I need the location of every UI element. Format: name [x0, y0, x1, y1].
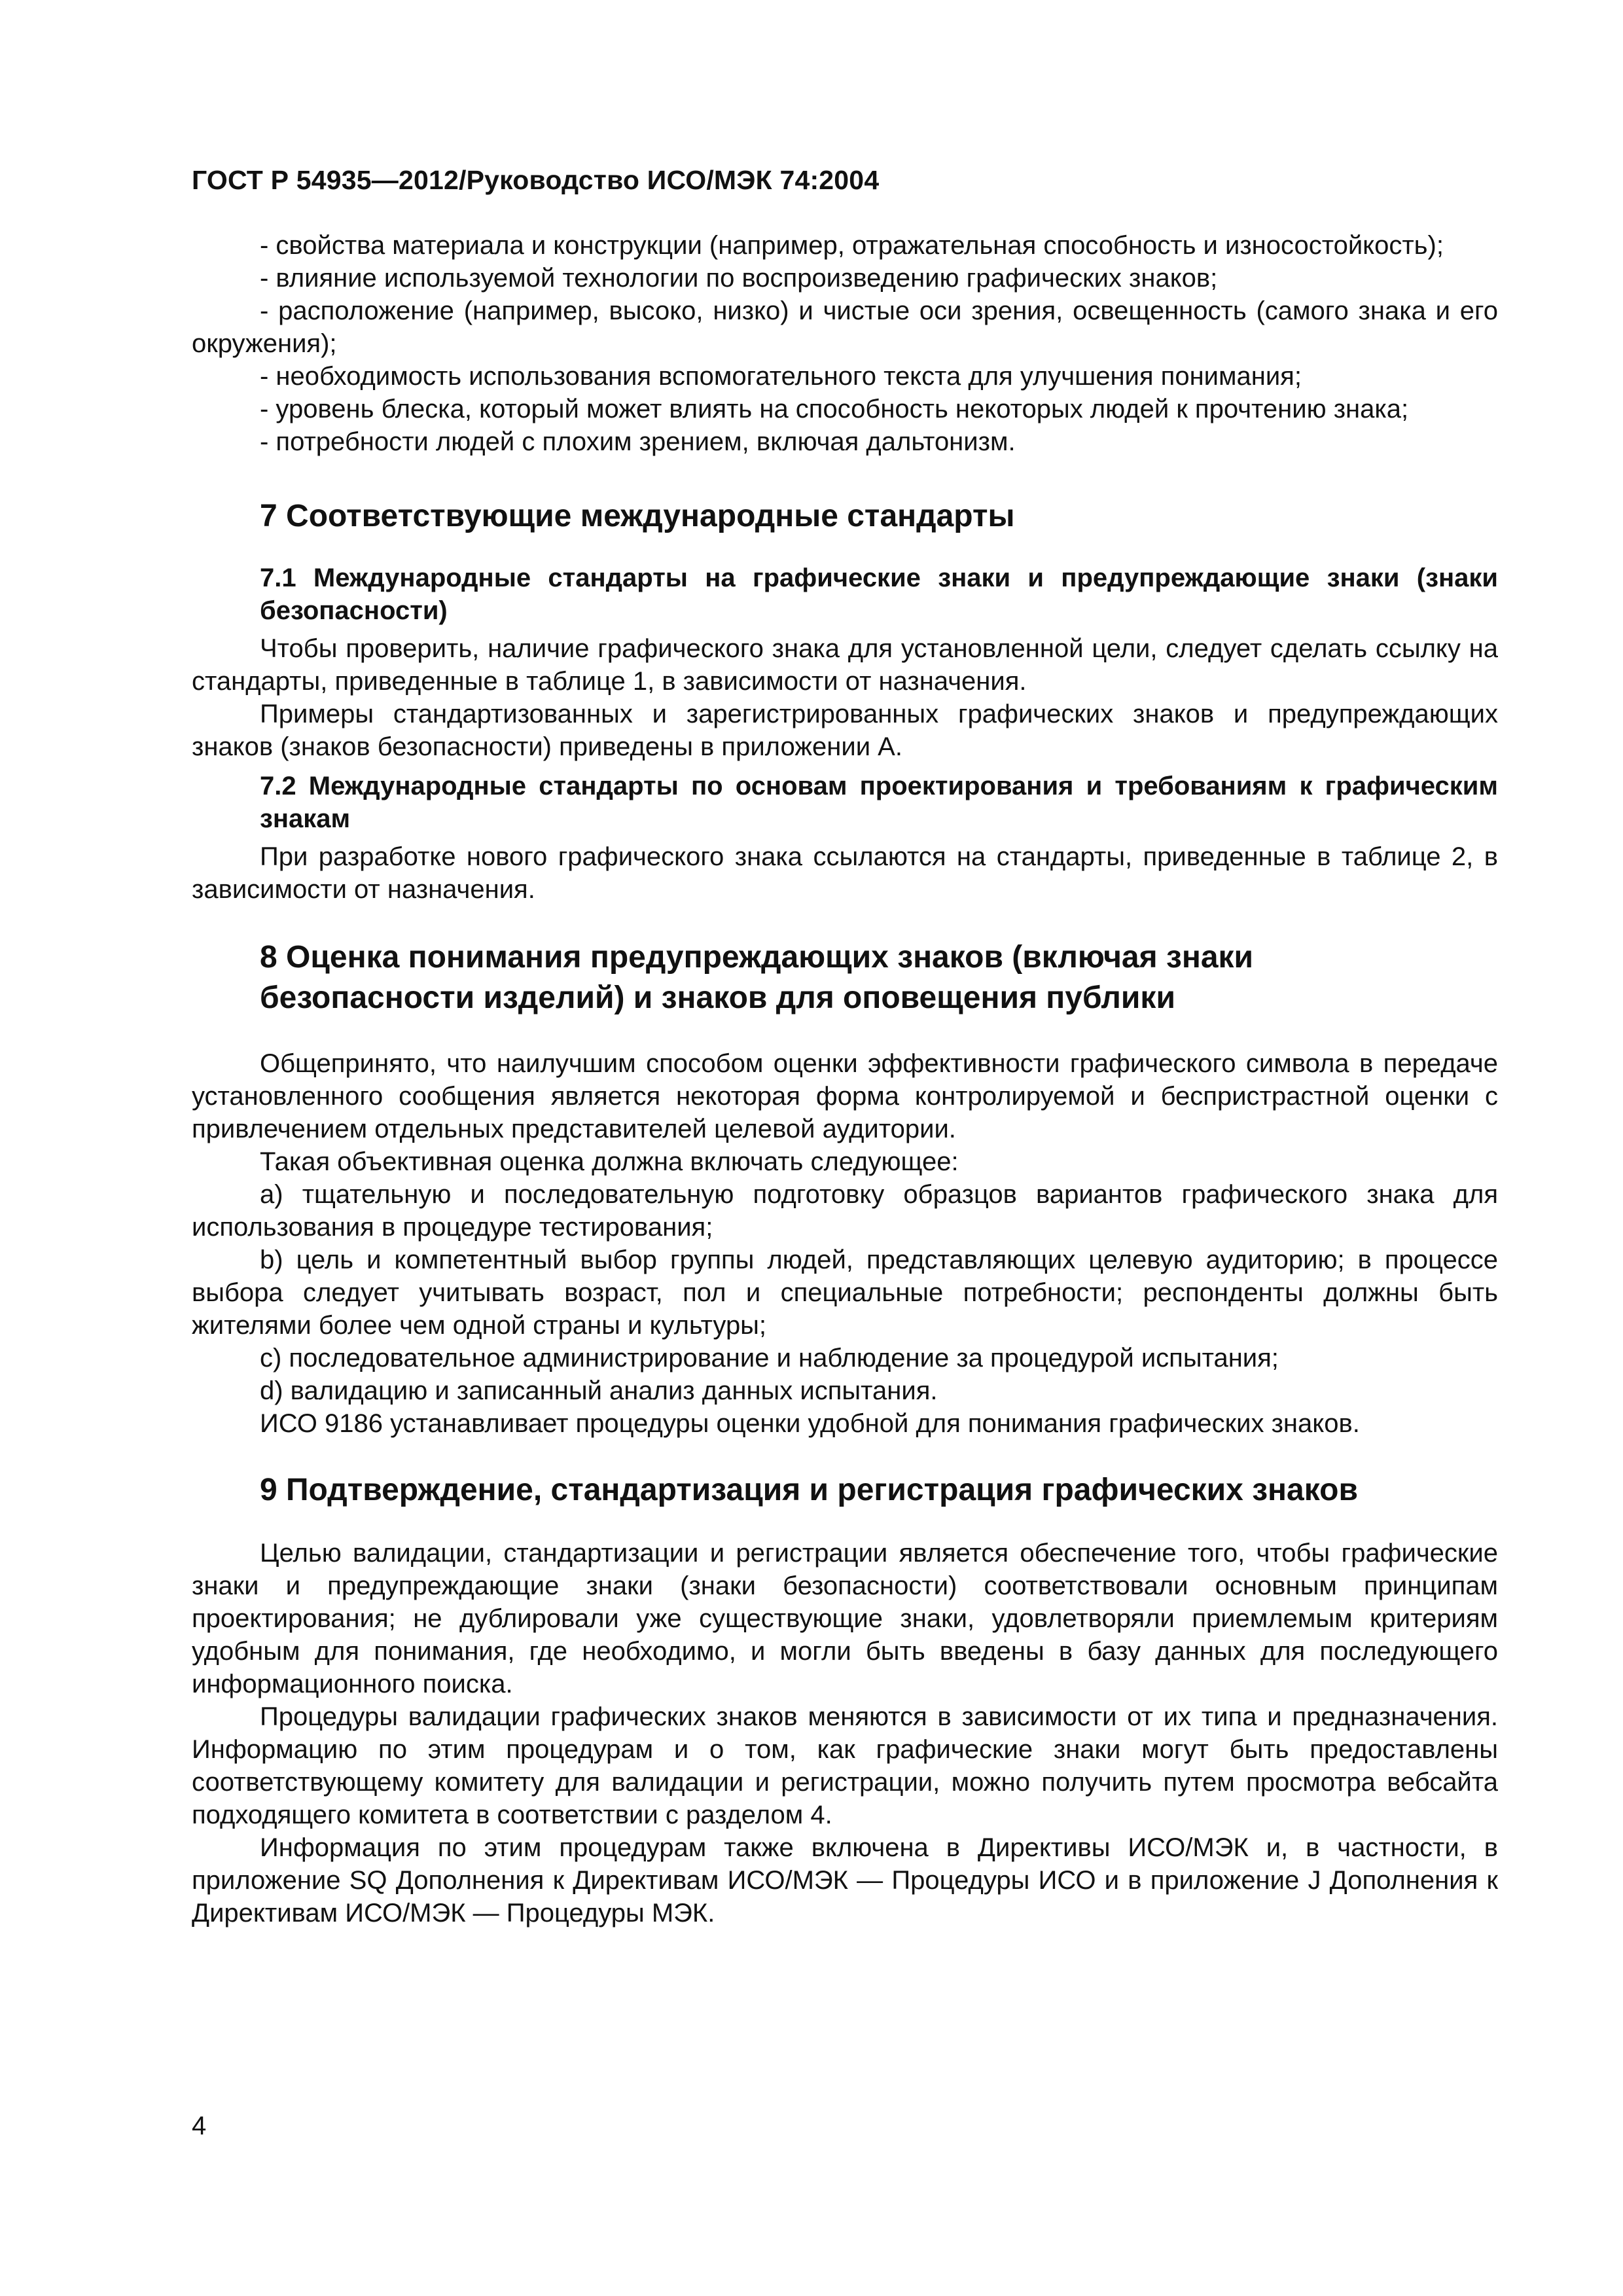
- paragraph: Примеры стандартизованных и зарегистрированных графических знаков и предупреждающих знаков (знаков безопасности) приведены в приложении А.: [192, 700, 1498, 761]
- paragraph: Такая объективная оценка должна включать следующее:: [260, 1147, 959, 1176]
- section-7-1-title: 7.1 Международные стандарты на графические знаки и предупреждающие знаки (знаки безопасности): [260, 564, 1498, 625]
- paragraph: Чтобы проверить, наличие графического знака для установленной цели, следует сделать ссылку на стандарты, приведенные в таблице 1, в зависимости от назначения.: [192, 634, 1498, 696]
- list-item: b) цель и компетентный выбор группы людей, представляющих целевую аудиторию; в процессе выбора следует учитывать возраст, пол и специальные потребности; респонденты должны быть жителями более чем одной страны и культуры;: [192, 1246, 1498, 1340]
- page-number: 4: [192, 2111, 207, 2140]
- section-8-body: [192, 1047, 1498, 1440]
- section-7-heading: 7 Соответствующие международные стандарты: [260, 499, 1015, 533]
- paragraph: При разработке нового графического знака ссылаются на стандарты, приведенные в таблице 2, в зависимости от назначения.: [192, 842, 1498, 904]
- paragraph: Информация по этим процедурам также включена в Директивы ИСО/МЭК и, в частности, в приложение SQ Дополнения к Директивам ИСО/МЭК — Процедуры ИСО и в приложение J Дополнения к Директивам ИСО/МЭК — Процедуры МЭК.: [192, 1833, 1498, 1928]
- section-7-1-heading: [192, 562, 1498, 627]
- paragraph: Целью валидации, стандартизации и регистрации является обеспечение того, чтобы графические знаки и предупреждающие знаки (знаки безопасности) соответствовали основным принципам проектирования; не дублировали уже существующие знаки, удовлетворяли приемлемым критериям удобным для понимания, где необходимо, и могли быть введены в базу данных для последующего информационного поиска.: [192, 1539, 1498, 1698]
- section-7-2-title: 7.2 Международные стандарты по основам проектирования и требованиям к графическим знакам: [260, 772, 1498, 833]
- paragraph: Общепринято, что наилучшим способом оценки эффективности графического символа в передаче установленного сообщения является некоторая форма контролируемой и беспристрастной оценки с привлечением отдельных представителей целевой аудитории.: [192, 1049, 1498, 1143]
- list-item: a) тщательную и последовательную подготовку образцов вариантов графического знака для использования в процедуре тестирования;: [192, 1180, 1498, 1242]
- section-9-body: [192, 1537, 1498, 1929]
- list-item: d) валидацию и записанный анализ данных испытания.: [260, 1376, 938, 1405]
- intro-list: [192, 229, 1498, 458]
- list-item: - свойства материала и конструкции (например, отражательная способность и износостойкость);: [260, 231, 1444, 260]
- paragraph: Процедуры валидации графических знаков меняются в зависимости от их типа и предназначения. Информацию по этим процедурам и о том, как графические знаки могут быть предоставлены соответствующему комитету для валидации и регистрации, можно получить путем просмотра вебсайта подходящего комитета в соответствии с разделом 4.: [192, 1702, 1498, 1829]
- section-7-2-heading: [192, 770, 1498, 835]
- document-body: [192, 229, 1498, 1929]
- list-item: c) последовательное администрирование и наблюдение за процедурой испытания;: [260, 1344, 1279, 1372]
- list-item: - необходимость использования вспомогательного текста для улучшения понимания;: [260, 362, 1302, 391]
- list-item: - уровень блеска, который может влиять на способность некоторых людей к прочтению знака;: [260, 395, 1409, 423]
- section-8-heading: [192, 937, 1498, 1018]
- section-8-title-line-2: безопасности изделий) и знаков для оповещения публики: [260, 980, 1175, 1015]
- paragraph: ИСО 9186 устанавливает процедуры оценки удобной для понимания графических знаков.: [260, 1409, 1360, 1438]
- section-9-heading: 9 Подтверждение, стандартизация и регистрация графических знаков: [260, 1473, 1358, 1507]
- section-8-title-line-1: 8 Оценка понимания предупреждающих знаков (включая знаки: [260, 940, 1254, 975]
- document-header: ГОСТ Р 54935—2012/Руководство ИСО/МЭК 74:2004: [192, 165, 880, 195]
- list-item: - потребности людей с плохим зрением, включая дальтонизм.: [260, 427, 1016, 456]
- list-item: - расположение (например, высоко, низко) и чистые оси зрения, освещенность (самого знака и его окружения);: [192, 296, 1498, 358]
- list-item: - влияние используемой технологии по воспроизведению графических знаков;: [260, 264, 1218, 293]
